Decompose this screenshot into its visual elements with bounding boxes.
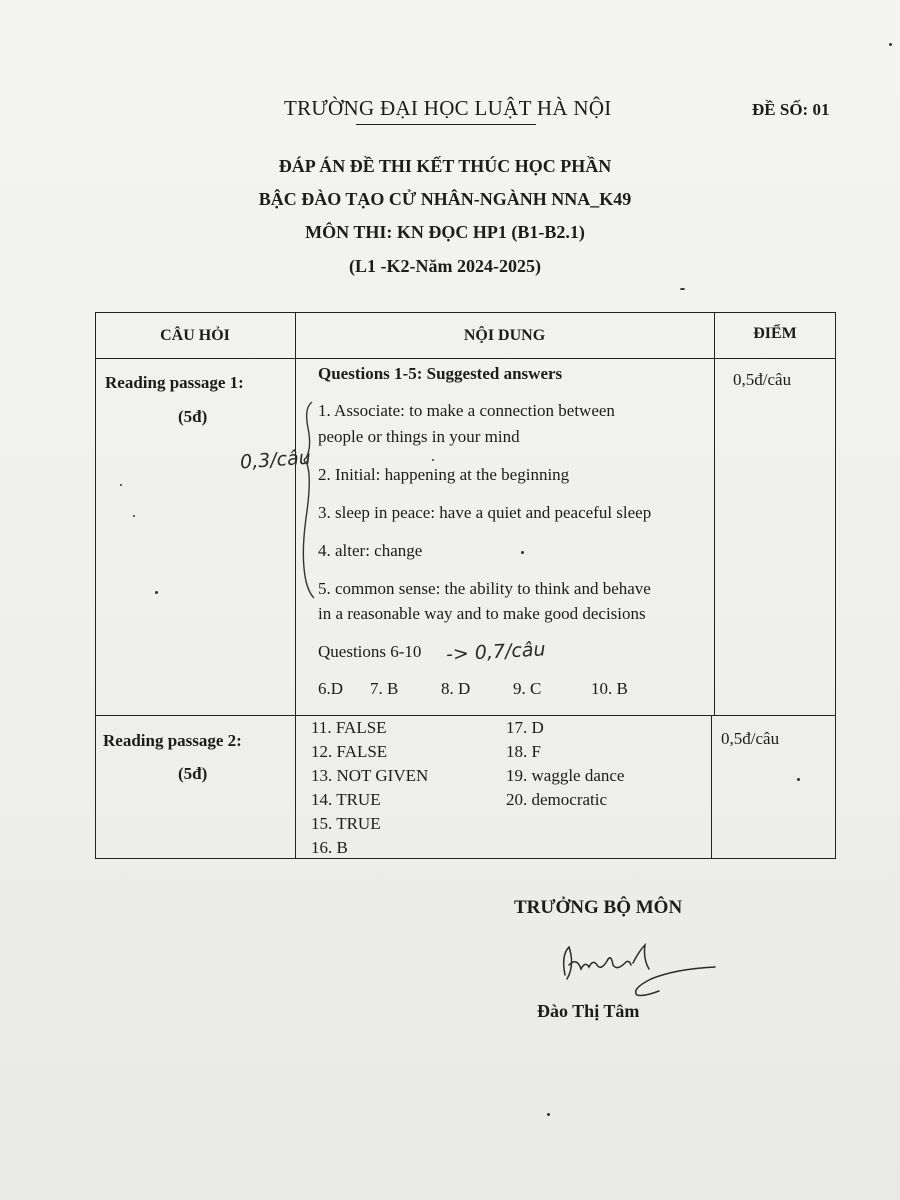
- answer-item: 17. D: [506, 718, 544, 737]
- answer-line: 2. Initial: happening at the beginning: [318, 465, 570, 484]
- passage1-label: Reading passage 1:: [105, 373, 244, 392]
- handwritten-bracket: [298, 398, 318, 600]
- signer-name: Đào Thị Tâm: [537, 1001, 640, 1021]
- title-line-2: BẬC ĐÀO TẠO CỬ NHÂN-NGÀNH NNA_K49: [258, 189, 632, 209]
- table-divider: [714, 312, 715, 715]
- header-question: CÂU HỎI: [160, 327, 230, 344]
- handwritten-score-note: -> 0,7/câu: [445, 638, 547, 666]
- answer-line: 3. sleep in peace: have a quiet and peaceful sleep: [318, 503, 652, 522]
- answer-item: 20. democratic: [506, 790, 608, 809]
- answer-item: 15. TRUE: [311, 814, 381, 833]
- header-content: NỘI DUNG: [463, 327, 546, 344]
- paper-speck: [797, 778, 800, 781]
- paper-speck: [521, 551, 524, 554]
- answer-9: 9. C: [513, 679, 542, 698]
- answer-10: 10. B: [591, 679, 628, 698]
- paper-speck: [155, 591, 158, 594]
- table-divider: [295, 312, 296, 859]
- title-line-1: ĐÁP ÁN ĐỀ THI KẾT THÚC HỌC PHẦN: [278, 156, 612, 176]
- title-line-3: MÔN THI: KN ĐỌC HP1 (B1-B2.1): [305, 222, 585, 242]
- exam-number: ĐỀ SỐ: 01: [752, 100, 830, 119]
- school-underline: [356, 124, 536, 125]
- questions-1-5-heading: Questions 1-5: Suggested answers: [318, 364, 563, 383]
- answer-line: in a reasonable way and to make good decisions: [318, 604, 646, 623]
- paper-speck: [547, 1113, 550, 1116]
- school-name: TRƯỜNG ĐẠI HỌC LUẬT HÀ NỘI: [284, 96, 612, 120]
- paper-speck: [889, 43, 892, 46]
- questions-6-10-label: Questions 6-10: [318, 642, 422, 661]
- answer-line: people or things in your mind: [318, 427, 520, 446]
- header-score: ĐIỂM: [753, 325, 797, 342]
- answer-item: 12. FALSE: [311, 742, 388, 761]
- passage2-points: (5đ): [178, 764, 208, 783]
- passage1-score: 0,5đ/câu: [733, 370, 792, 389]
- passage2-score: 0,5đ/câu: [721, 729, 780, 748]
- paper-speck: [680, 288, 685, 290]
- table-divider: [95, 715, 836, 716]
- answer-7: 7. B: [370, 679, 399, 698]
- passage2-label: Reading passage 2:: [103, 731, 242, 750]
- paper-speck: [120, 484, 122, 486]
- answer-item: 13. NOT GIVEN: [311, 766, 429, 785]
- head-of-department-title: TRƯỞNG BỘ MÔN: [514, 897, 683, 918]
- passage1-points: (5đ): [178, 407, 208, 426]
- answer-item: 14. TRUE: [311, 790, 381, 809]
- paper-speck: [133, 515, 135, 517]
- table-divider: [711, 715, 712, 859]
- answer-line: 1. Associate: to make a connection between: [318, 401, 615, 420]
- answer-item: 11. FALSE: [311, 718, 387, 737]
- answer-line: 5. common sense: the ability to think and behave: [318, 579, 651, 598]
- answer-item: 18. F: [506, 742, 541, 761]
- answer-6: 6.D: [318, 679, 344, 698]
- answer-8: 8. D: [441, 679, 471, 698]
- answer-line: 4. alter: change: [318, 541, 423, 560]
- answer-item: 16. B: [311, 838, 348, 857]
- handwritten-score-note: 0,3/câu: [239, 446, 312, 474]
- signature: [555, 935, 725, 1003]
- title-line-4: (L1 -K2-Năm 2024-2025): [349, 256, 541, 276]
- paper-speck: [432, 459, 434, 461]
- table-divider: [95, 358, 836, 359]
- answer-item: 19. waggle dance: [506, 766, 625, 785]
